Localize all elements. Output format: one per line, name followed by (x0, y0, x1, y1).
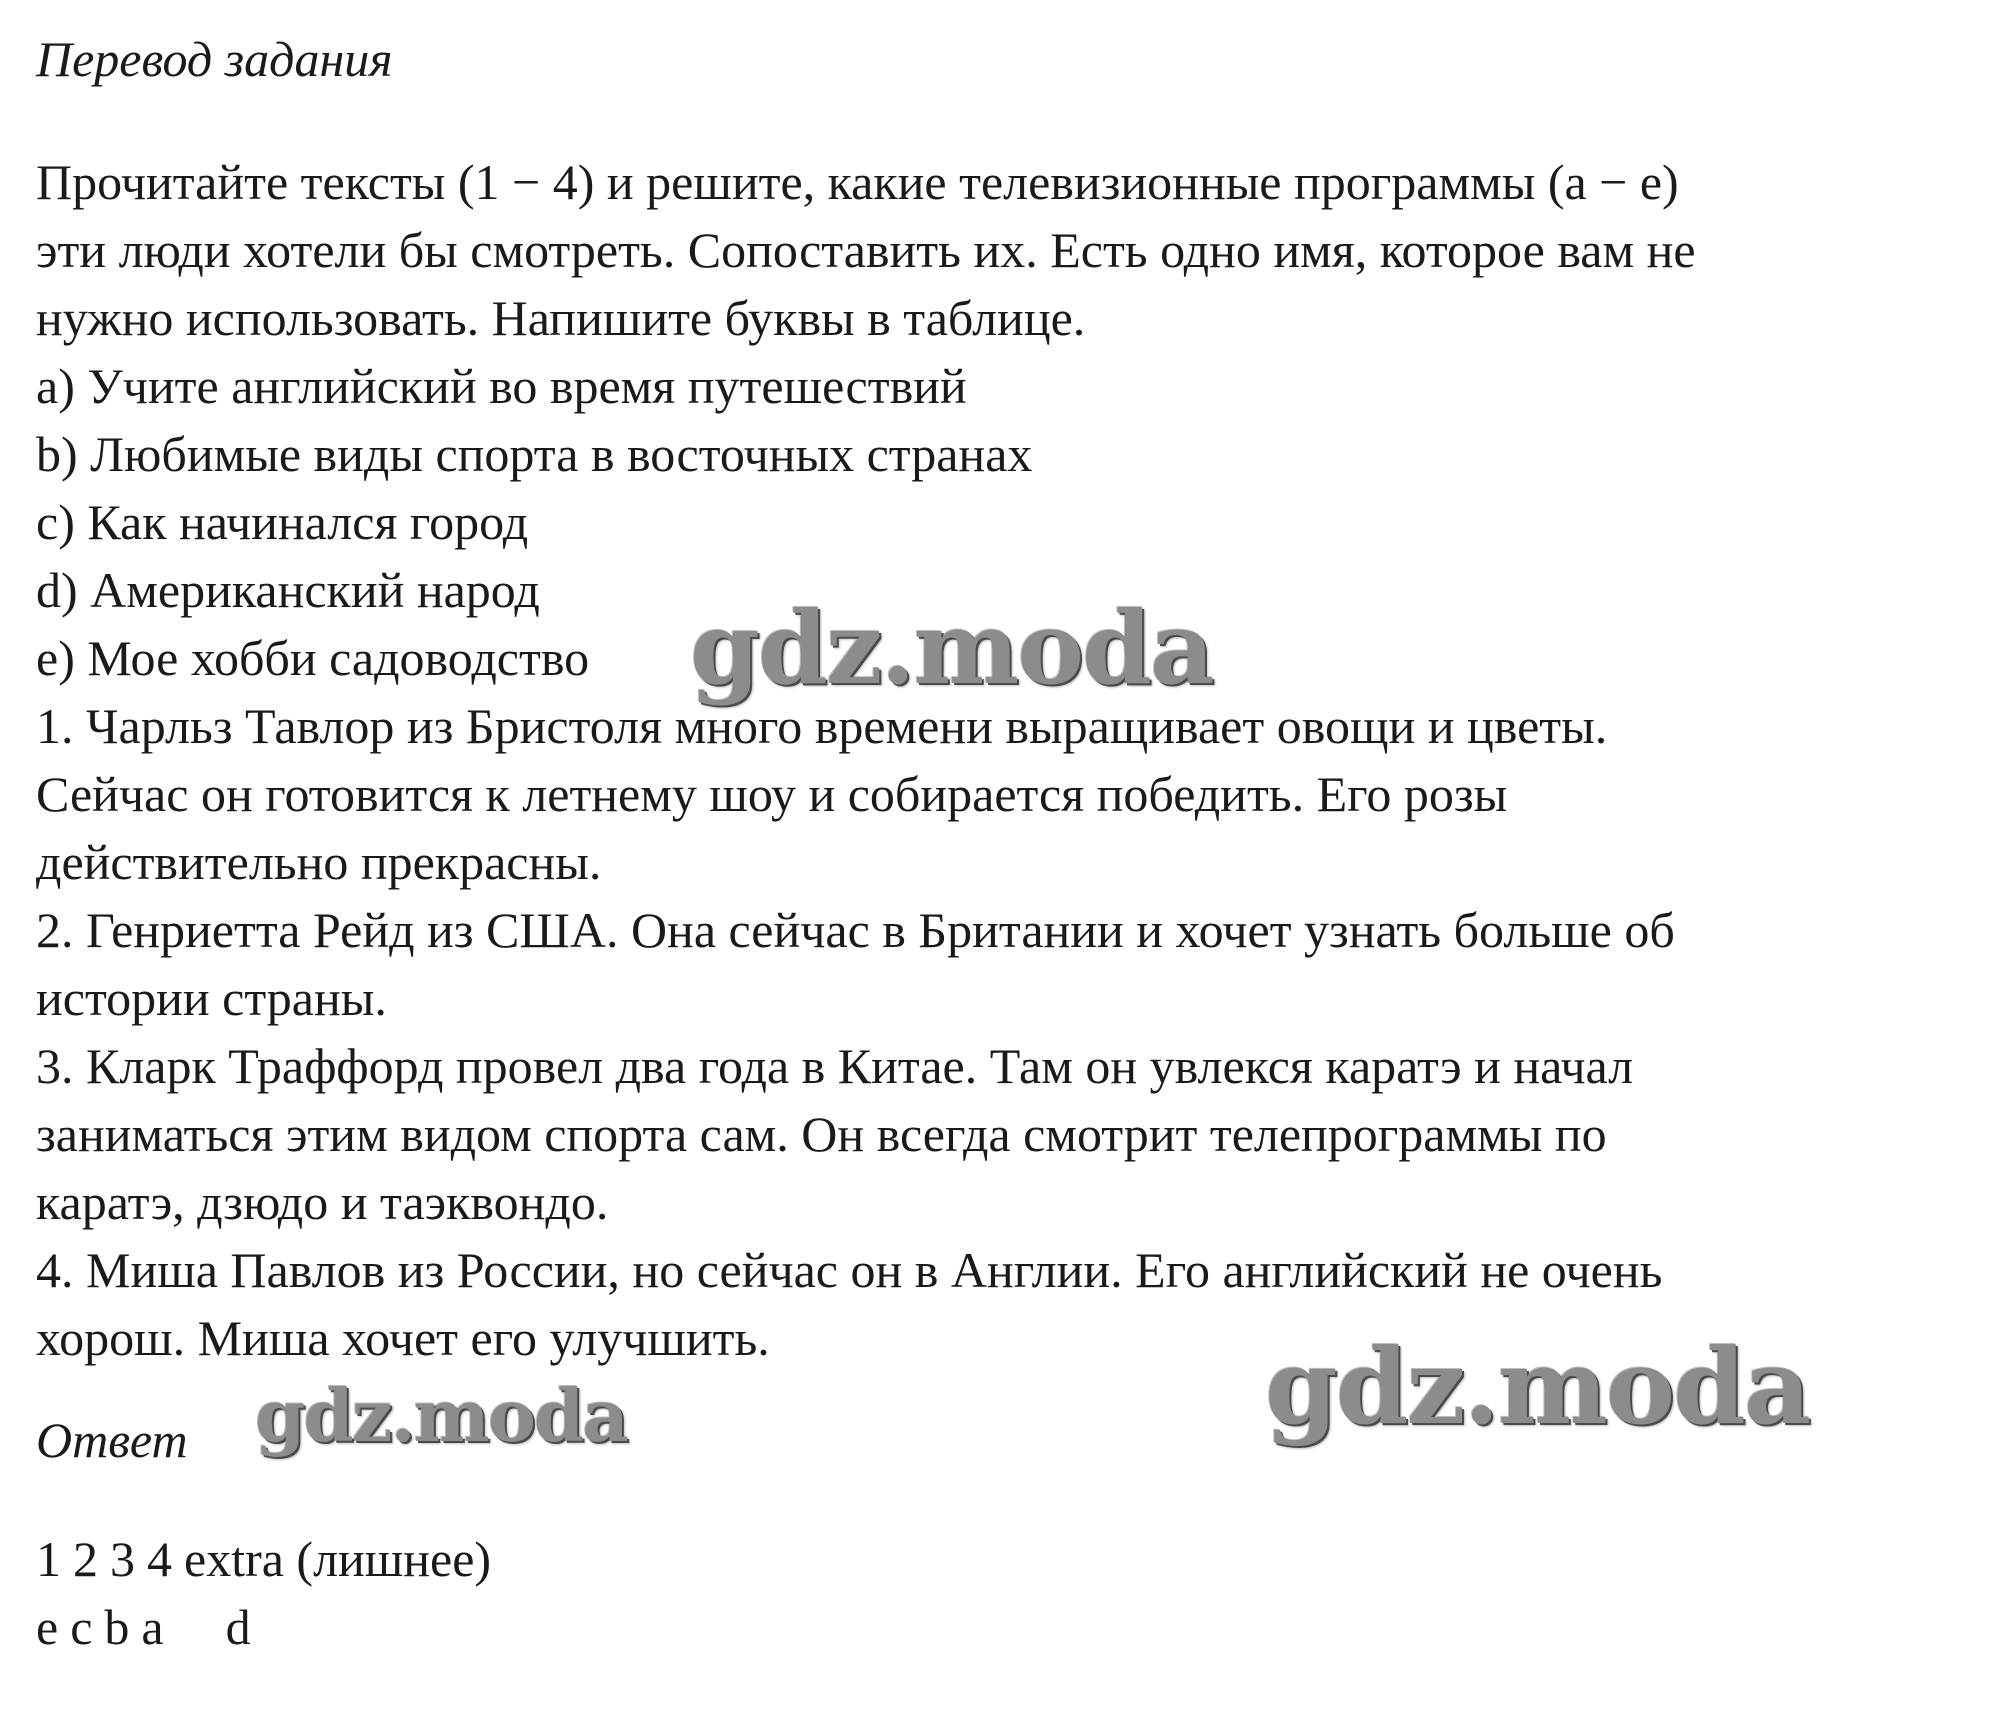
answer-header-cell: 3 (110, 1531, 135, 1587)
person-3-text: заниматься этим видом спорта сам. Он всегда смотрит телепрограммы по (36, 1106, 1607, 1162)
person-3-text: 3. Кларк Траффорд провел два года в Китае. Там он увлекся каратэ и начал (36, 1038, 1634, 1094)
option-e: e) Мое хобби садоводство (36, 630, 590, 686)
answer-value-cell: d (225, 1599, 251, 1655)
task-translation-heading: Перевод задания (36, 31, 393, 87)
answer-table (36, 1525, 503, 1661)
person-2-text: 2. Генриетта Рейд из США. Она сейчас в Британии и хочет узнать больше об (36, 902, 1675, 958)
person-4-text: хорош. Миша хочет его улучшить. (36, 1310, 770, 1366)
option-d: d) Американский народ (36, 562, 540, 618)
watermark-logo: gdz.moda (1265, 1325, 1810, 1448)
answer-header-row (36, 1525, 503, 1593)
person-2-text: истории страны. (36, 970, 387, 1026)
person-1-text: Сейчас он готовится к летнему шоу и собирается победить. Его розы (36, 766, 1508, 822)
answer-value-cell: b (104, 1599, 130, 1655)
text-line: нужно использовать. Напишите буквы в таблице. (36, 290, 1086, 346)
person-1-text: 1. Чарльз Тавлор из Бристоля много времени выращивает овощи и цветы. (36, 698, 1608, 754)
watermark-logo: gdz.moda (255, 1373, 627, 1458)
person-1-text: действительно прекрасны. (36, 834, 602, 890)
answer-heading: Ответ (36, 1412, 188, 1468)
option-b: b) Любимые виды спорта в восточных странах (36, 426, 1033, 482)
answer-header-cell: 1 (36, 1531, 61, 1587)
person-4-text: 4. Миша Павлов из России, но сейчас он в Англии. Его английский не очень (36, 1242, 1663, 1298)
task-text (36, 148, 1696, 1372)
answer-header-cell: 4 (147, 1531, 172, 1587)
person-3-text: каратэ, дзюдо и таэквондо. (36, 1174, 609, 1230)
answer-value-cell: e (36, 1599, 59, 1655)
option-a: a) Учите английский во время путешествий (36, 358, 967, 414)
watermark-logo: gdz.moda (690, 589, 1213, 707)
answer-header-cell: 2 (73, 1531, 98, 1587)
text-line: Прочитайте тексты (1 − 4) и решите, какие телевизионные программы (a − e) (36, 154, 1679, 210)
answer-values-row (36, 1593, 503, 1661)
option-c: c) Как начинался город (36, 494, 529, 550)
answer-value-cell: c (70, 1599, 93, 1655)
answer-header-cell: extra (лишнее) (184, 1531, 492, 1587)
answer-value-cell: a (141, 1599, 164, 1655)
text-line: эти люди хотели бы смотреть. Сопоставить их. Есть одно имя, которое вам не (36, 222, 1696, 278)
